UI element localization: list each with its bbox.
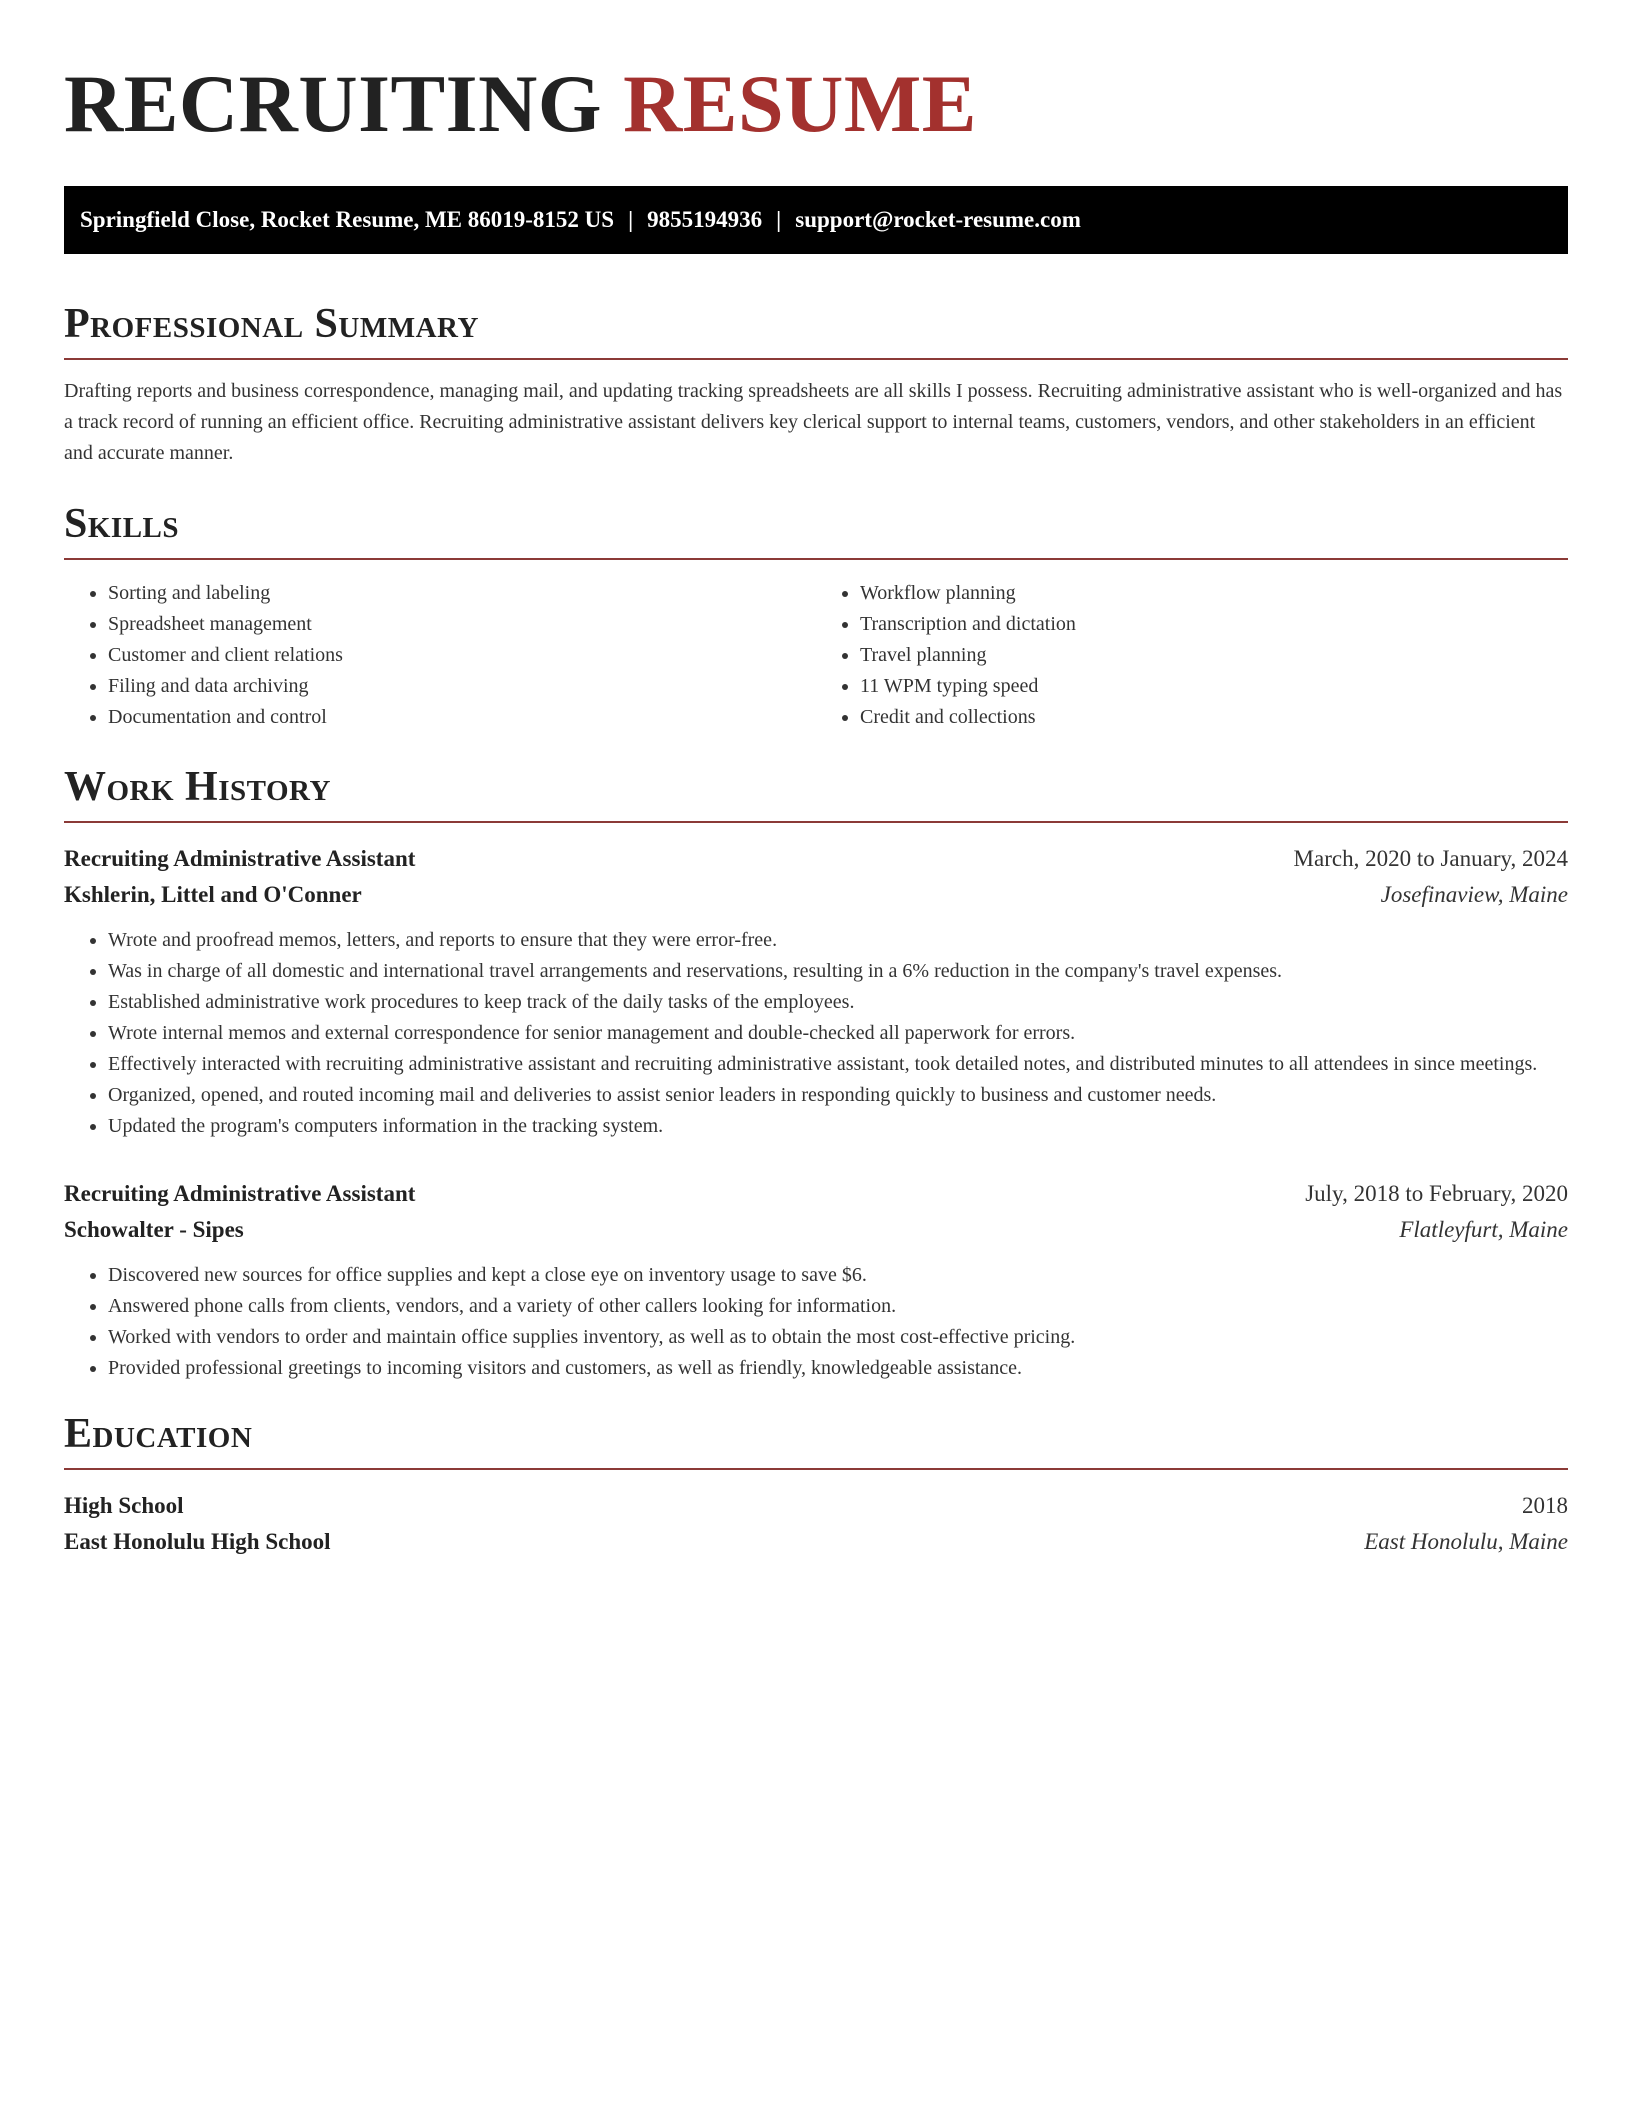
education-school-row xyxy=(64,1524,1568,1560)
job-duty: • Was in charge of all domestic and international travel arrangements and reservations, resulting in a 6% reduction in the company's travel expenses. xyxy=(108,956,1568,987)
section-heading-summary: Professional Summary xyxy=(64,301,479,347)
job-duty: • Worked with vendors to order and maintain office supplies inventory, as well as to obtain the most cost-effective pricing. xyxy=(108,1322,1568,1353)
job-location: Flatleyfurt, Maine xyxy=(1399,1217,1568,1242)
section-divider xyxy=(64,358,1568,360)
skill-item: • 11 WPM typing speed xyxy=(860,671,1568,702)
summary-text: Drafting reports and business correspondence, managing mail, and updating tracking spreadsheets are all skills I possess. Recruiting administrative assistant who is well-organized and has a track record of running an efficient office. Recruiting administrative assistant delivers key clerical support to internal teams, customers, vendors, and other stakeholders in an efficient and accurate manner. xyxy=(64,380,1563,464)
job-duty: • Established administrative work procedures to keep track of the daily tasks of the employees. xyxy=(108,987,1568,1018)
job-location: Josefinaview, Maine xyxy=(1380,882,1568,907)
job-duty: • Effectively interacted with recruiting administrative assistant and recruiting administrative assistant, took detailed notes, and distributed minutes to all attendees in since meetings. xyxy=(108,1049,1568,1080)
skills-list-left xyxy=(64,578,816,733)
job-title: Recruiting Administrative Assistant xyxy=(64,1181,416,1206)
skill-item: • Spreadsheet management xyxy=(108,609,816,640)
contact-bar xyxy=(64,186,1568,254)
skill-item: • Transcription and dictation xyxy=(860,609,1568,640)
section-divider xyxy=(64,558,1568,560)
education-year: 2018 xyxy=(1522,1493,1568,1518)
contact-email: support@rocket-resume.com xyxy=(795,207,1081,232)
job-duty: • Organized, opened, and routed incoming mail and deliveries to assist senior leaders in responding quickly to business and customer needs. xyxy=(108,1080,1568,1111)
skill-item: • Workflow planning xyxy=(860,578,1568,609)
job-duties-list xyxy=(64,925,1568,1142)
job-entry xyxy=(64,841,1568,1142)
skills-list-right xyxy=(816,578,1568,733)
contact-phone: 9855194936 xyxy=(647,207,763,232)
education-entry xyxy=(64,1488,1568,1560)
education-degree: High School xyxy=(64,1493,184,1518)
skill-item: • Customer and client relations xyxy=(108,640,816,671)
section-heading-education: Education xyxy=(64,1411,253,1457)
section-heading-skills: Skills xyxy=(64,501,180,547)
skill-item: • Documentation and control xyxy=(108,702,816,733)
job-duty: • Wrote and proofread memos, letters, and reports to ensure that they were error-free. xyxy=(108,925,1568,956)
skill-item: • Credit and collections xyxy=(860,702,1568,733)
section-divider xyxy=(64,821,1568,823)
job-entry xyxy=(64,1176,1568,1384)
contact-separator: | xyxy=(776,207,782,232)
title-first-word: RECRUITING xyxy=(64,58,603,149)
skill-item: • Filing and data archiving xyxy=(108,671,816,702)
job-company-row xyxy=(64,877,1568,913)
resume-title xyxy=(64,56,1568,152)
skill-item: • Sorting and labeling xyxy=(108,578,816,609)
contact-separator: | xyxy=(628,207,634,232)
job-dates: March, 2020 to January, 2024 xyxy=(1293,846,1568,871)
job-dates: July, 2018 to February, 2020 xyxy=(1305,1181,1568,1206)
job-duty: • Wrote internal memos and external correspondence for senior management and double-checked all paperwork for errors. xyxy=(108,1018,1568,1049)
job-duty: • Answered phone calls from clients, vendors, and a variety of other callers looking for information. xyxy=(108,1291,1568,1322)
job-title: Recruiting Administrative Assistant xyxy=(64,846,416,871)
education-location: East Honolulu, Maine xyxy=(1364,1529,1568,1554)
job-company-row xyxy=(64,1212,1568,1248)
job-duties-list xyxy=(64,1260,1568,1384)
education-degree-row xyxy=(64,1488,1568,1524)
title-last-word: RESUME xyxy=(623,58,977,149)
contact-address: Springfield Close, Rocket Resume, ME 86019-8152 US xyxy=(80,207,615,232)
job-duty: • Discovered new sources for office supplies and kept a close eye on inventory usage to save $6. xyxy=(108,1260,1568,1291)
job-header-row xyxy=(64,1176,1568,1212)
job-header-row xyxy=(64,841,1568,877)
job-duty: • Updated the program's computers information in the tracking system. xyxy=(108,1111,1568,1142)
skill-item: • Travel planning xyxy=(860,640,1568,671)
job-company: Kshlerin, Littel and O'Conner xyxy=(64,882,362,907)
section-heading-work-history: Work History xyxy=(64,764,331,810)
job-company: Schowalter - Sipes xyxy=(64,1217,244,1242)
skills-grid xyxy=(64,578,1568,733)
section-divider xyxy=(64,1468,1568,1470)
job-duty: • Provided professional greetings to incoming visitors and customers, as well as friendly, knowledgeable assistance. xyxy=(108,1353,1568,1384)
education-school: East Honolulu High School xyxy=(64,1529,331,1554)
